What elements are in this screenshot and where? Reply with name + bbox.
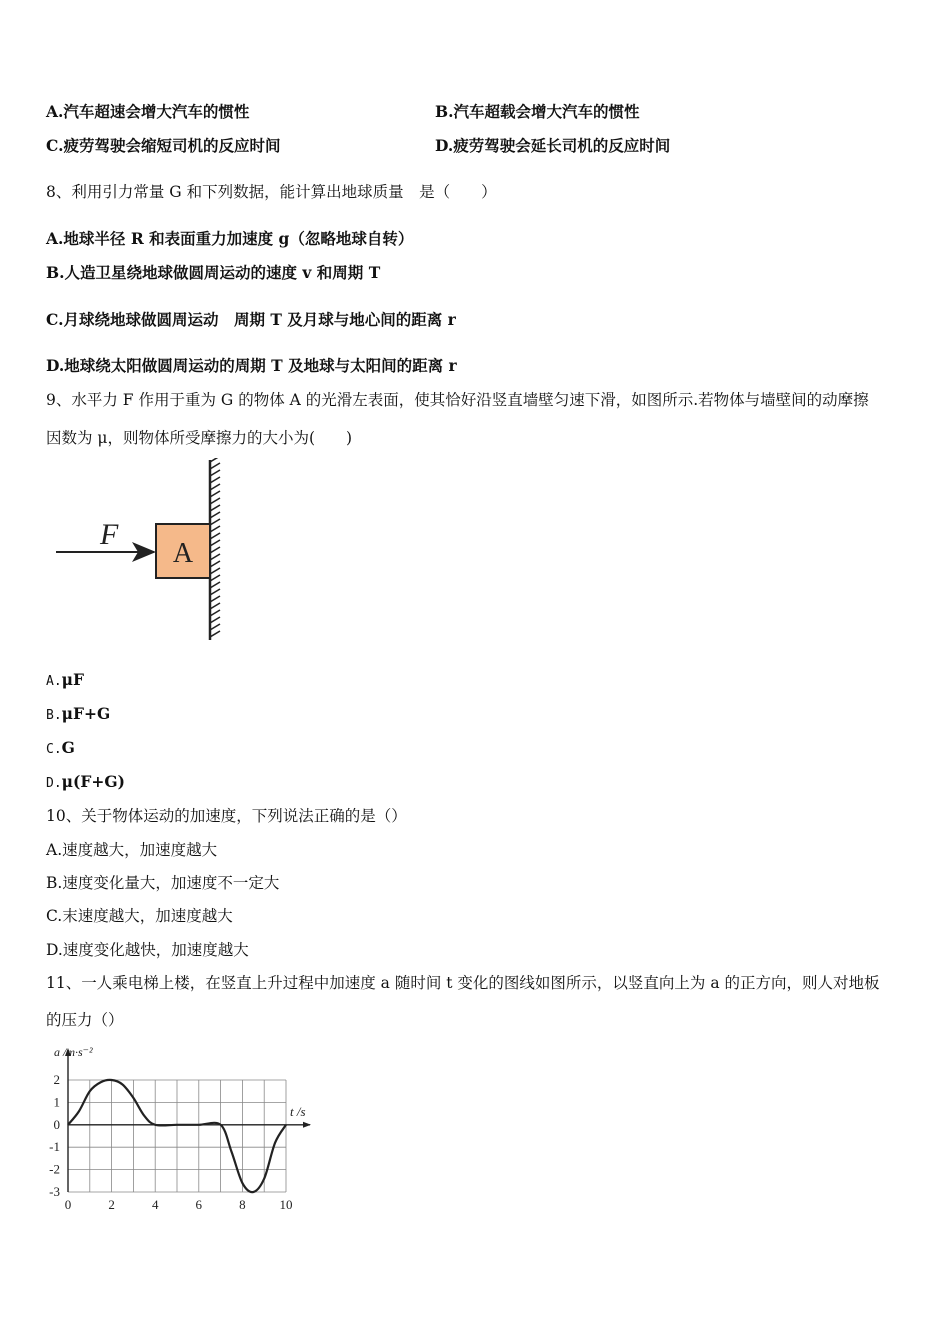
q8-option-a: A.地球半径 R 和表面重力加速度 g（忽略地球自转） bbox=[46, 229, 414, 248]
q9-stem-line1: 9、水平力 F 作用于重为 G 的物体 A 的光滑左表面，使其恰好沿竖直墙壁匀速下滑，如图所示.若物体与墙壁间的动摩擦 bbox=[46, 391, 869, 409]
acceleration-time-chart bbox=[40, 1040, 330, 1220]
option-letter: C. bbox=[46, 742, 62, 757]
wall-hatching bbox=[210, 458, 220, 637]
chart-axes bbox=[65, 1048, 311, 1192]
x-axis-label: t /s bbox=[290, 1104, 306, 1119]
q7-option-d: D.疲劳驾驶会延长司机的反应时间 bbox=[435, 136, 671, 155]
x-tick-label: 2 bbox=[108, 1197, 115, 1212]
q10-option-b: B.速度变化量大，加速度不一定大 bbox=[46, 874, 280, 892]
y-tick-label: 1 bbox=[53, 1094, 60, 1110]
y-tick-label: -1 bbox=[49, 1139, 60, 1155]
q9-option-a bbox=[46, 670, 84, 692]
q9-stem-line2: 因数为 μ，则物体所受摩擦力的大小为( ) bbox=[46, 429, 353, 447]
q8-option-c: C.月球绕地球做圆周运动 周期 T 及月球与地心间的距离 r bbox=[46, 310, 456, 329]
q7-option-a: A.汽车超速会增大汽车的惯性 bbox=[46, 102, 250, 121]
option-text: μ(F+G) bbox=[61, 772, 125, 791]
chart-grid bbox=[68, 1080, 286, 1192]
y-tick-label: -3 bbox=[49, 1184, 60, 1199]
option-letter: D. bbox=[46, 776, 62, 791]
q8-option-d: D.地球绕太阳做圆周运动的周期 T 及地球与太阳间的距离 r bbox=[46, 356, 457, 375]
x-tick-label: 8 bbox=[239, 1197, 246, 1212]
x-tick-label: 10 bbox=[279, 1197, 293, 1212]
q10-option-c: C.末速度越大，加速度越大 bbox=[46, 907, 233, 925]
q9-option-c bbox=[46, 738, 75, 760]
option-text: μF bbox=[61, 670, 85, 689]
y-axis-label: a /m·s⁻² bbox=[54, 1045, 93, 1059]
option-text: μF+G bbox=[61, 704, 111, 723]
q10-stem: 10、关于物体运动的加速度，下列说法正确的是（） bbox=[46, 807, 407, 825]
option-text: G bbox=[61, 738, 75, 757]
q10-option-a: A.速度越大，加速度越大 bbox=[46, 841, 218, 859]
x-tick-label: 0 bbox=[64, 1197, 72, 1212]
q7-option-b: B.汽车超载会增大汽车的惯性 bbox=[435, 102, 640, 121]
x-axis-arrow bbox=[303, 1122, 311, 1128]
q10-option-d: D.速度变化越快，加速度越大 bbox=[46, 941, 249, 959]
option-letter: A. bbox=[46, 674, 62, 689]
q11-stem-line2: 的压力（） bbox=[46, 1011, 124, 1029]
block-label: A bbox=[172, 538, 194, 569]
q11-stem-line1: 11、一人乘电梯上楼，在竖直上升过程中加速度 a 随时间 t 变化的图线如图所示，以竖直向上为 a 的正方向，则人对地板 bbox=[46, 974, 880, 992]
x-tick-label: 4 bbox=[151, 1197, 159, 1212]
y-tick-label: -2 bbox=[49, 1161, 60, 1177]
q7-option-c: C.疲劳驾驶会缩短司机的反应时间 bbox=[46, 136, 281, 155]
q8-stem: 8、利用引力常量 G 和下列数据，能计算出地球质量 是（ ） bbox=[46, 183, 497, 201]
force-label: F bbox=[100, 518, 119, 551]
x-tick-label: 6 bbox=[195, 1197, 203, 1212]
option-letter: B. bbox=[46, 708, 62, 723]
q8-option-b: B.人造卫星绕地球做圆周运动的速度 v 和周期 T bbox=[46, 263, 381, 282]
q9-option-d bbox=[46, 772, 125, 794]
y-tick-label: 2 bbox=[53, 1072, 60, 1087]
q9-force-diagram bbox=[50, 458, 240, 644]
y-tick-label: 0 bbox=[53, 1116, 60, 1132]
q9-option-b bbox=[46, 704, 110, 726]
